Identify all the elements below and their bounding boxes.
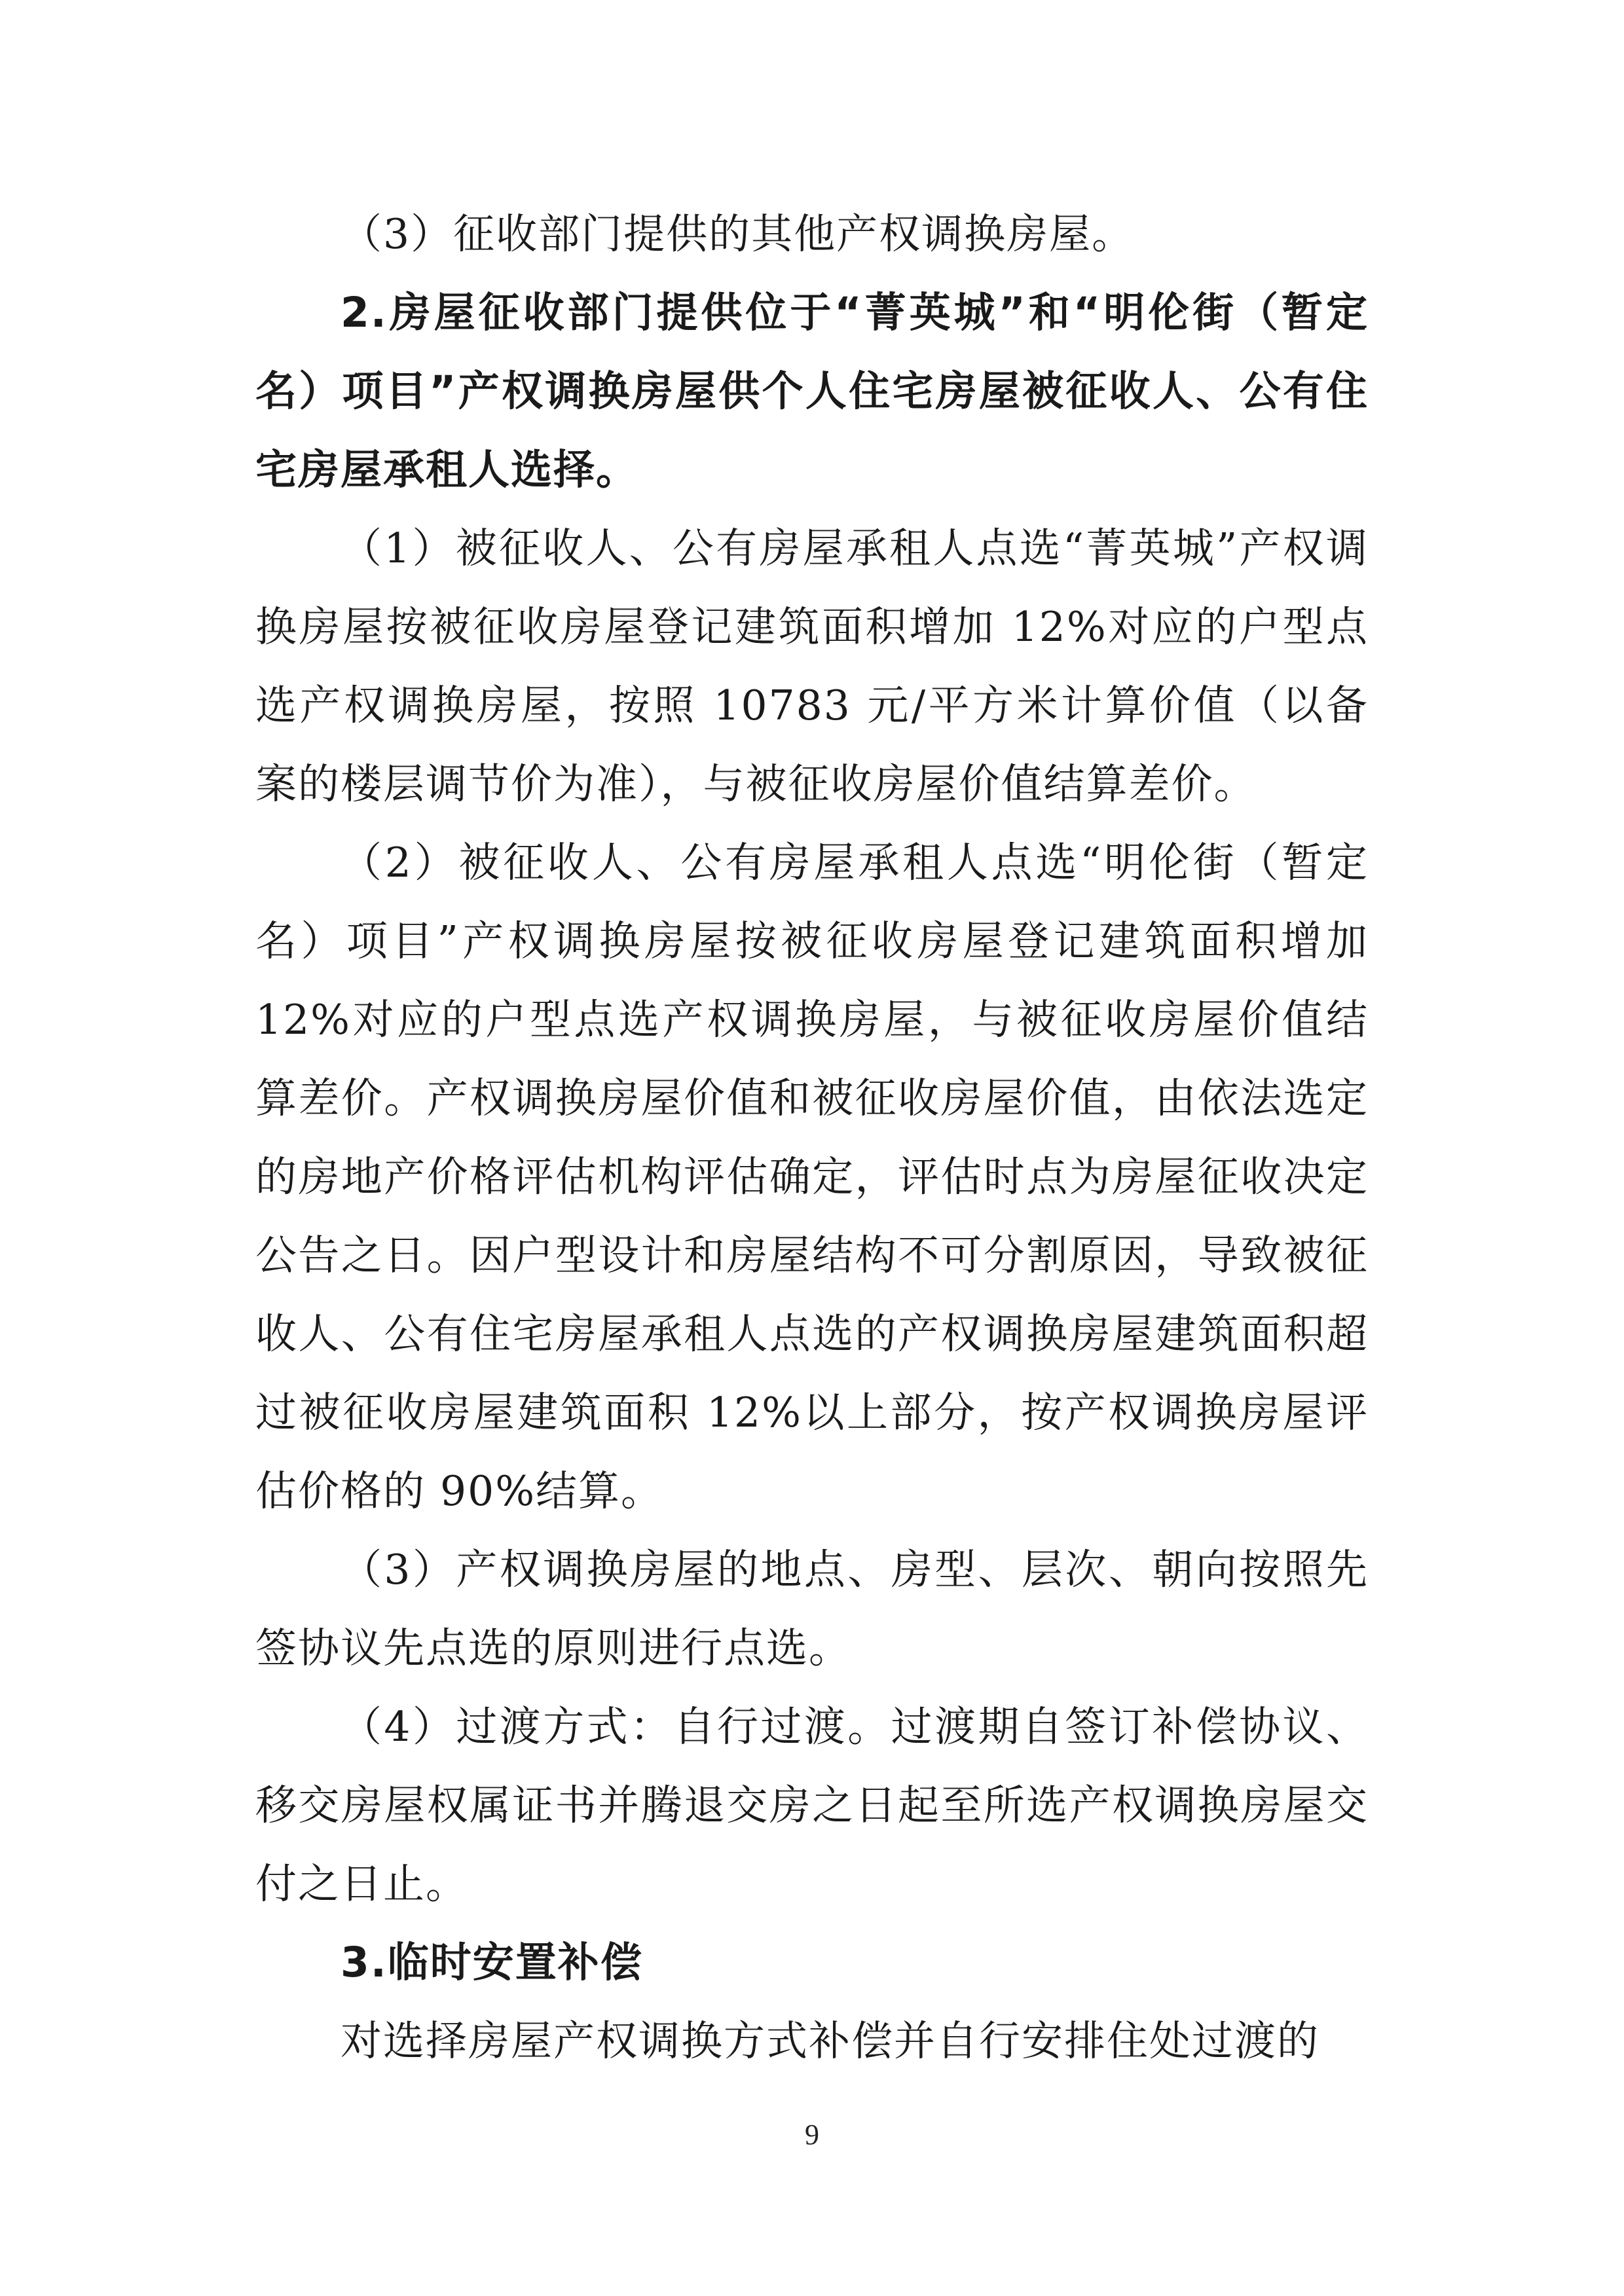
paragraph-resettlement-intro: 对选择房屋产权调换方式补偿并自行安排住处过渡的 [341,2017,1320,2065]
paragraph-item-1-jingyingcheng: （1）被征收人、公有房屋承租人点选“菁英城”产权调换房屋按被征收房屋登记建筑面积增加 12%对应的户型点选产权调换房屋，按照 10783 元/平方米计算价值（以备案的楼层调节价为准），与被征收房屋价值结算差价。 [255,524,1369,808]
document-body [255,195,1369,2081]
paragraph-item-2-minglunjie: （2）被征收人、公有房屋承租人点选“明伦街（暂定名）项目”产权调换房屋按被征收房屋登记建筑面积增加 12%对应的户型点选产权调换房屋，与被征收房屋价值结算差价。产权调换房屋价值和被征收房屋价值，由依法选定的房地产价格评估机构评估确定，评估时点为房屋征收决定公告之日。因户型设计和房屋结构不可分割原因，导致被征收人、公有住宅房屋承租人点选的产权调换房屋建筑面积超过被征收房屋建筑面积 12%以上部分，按产权调换房屋评估价格的 90%结算。 [255,839,1369,1515]
section-heading-2-housing-options: 2.房屋征收部门提供位于“菁英城”和“明伦街（暂定名）项目”产权调换房屋供个人住宅房屋被征收人、公有住宅房屋承租人选择。 [255,289,1369,494]
paragraph-item-3-selection-rule: （3）产权调换房屋的地点、房型、层次、朝向按照先签协议先点选的原则进行点选。 [255,1546,1369,1672]
section-heading-3-temporary-resettlement: 3.临时安置补偿 [341,1939,643,1986]
page-number: 9 [805,2119,819,2151]
paragraph-item-4-transition: （4）过渡方式：自行过渡。过渡期自签订补偿协议、移交房屋权属证书并腾退交房之日起至所选产权调换房屋交付之日止。 [255,1703,1369,1908]
paragraph-option-3-other-housing: （3）征收部门提供的其他产权调换房屋。 [341,210,1135,258]
